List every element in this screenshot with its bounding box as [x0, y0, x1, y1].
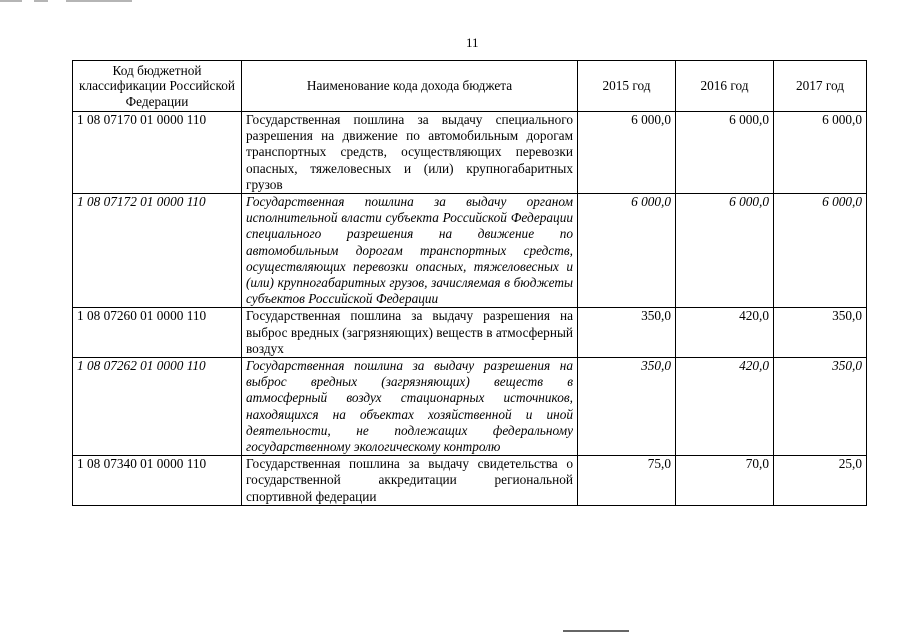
table-header-row [73, 61, 867, 112]
value-2015: 75,0 [578, 456, 676, 506]
budget-revenue-table [72, 60, 867, 506]
table-row [73, 308, 867, 358]
row-name: Государственная пошлина за выдачу специального разрешения на движение по автомобильным дорогам транспортных средств, осуществляющих перевозки опасных, тяжеловесных и (или) крупногабаритных грузов [242, 112, 578, 194]
value-2017: 350,0 [774, 308, 867, 358]
value-2017: 6 000,0 [774, 194, 867, 308]
value-2016: 420,0 [676, 308, 774, 358]
row-name: Государственная пошлина за выдачу разрешения на выброс вредных (загрязняющих) веществ в атмосферный воздух [242, 308, 578, 358]
table-row [73, 112, 867, 194]
top-edge-mark [34, 0, 48, 2]
value-2017: 6 000,0 [774, 112, 867, 194]
row-code: 1 08 07170 01 0000 110 [73, 112, 242, 194]
row-name: Государственная пошлина за выдачу свидетельства о государственной аккредитации региональной спортивной федерации [242, 456, 578, 506]
value-2016: 420,0 [676, 358, 774, 456]
row-code: 1 08 07172 01 0000 110 [73, 194, 242, 308]
table-row [73, 194, 867, 308]
header-2017: 2017 год [774, 61, 867, 112]
row-code: 1 08 07340 01 0000 110 [73, 456, 242, 506]
header-2016: 2016 год [676, 61, 774, 112]
page-number: 11 [466, 35, 479, 50]
row-code: 1 08 07260 01 0000 110 [73, 308, 242, 358]
row-code: 1 08 07262 01 0000 110 [73, 358, 242, 456]
table-row [73, 456, 867, 506]
row-name: Государственная пошлина за выдачу разрешения на выброс вредных (загрязняющих) веществ в атмосферный воздух стационарных источников, находящихся на объектах хозяйственной и иной деятельности, не подлежащих федеральному государственному экологическому контролю [242, 358, 578, 456]
value-2016: 6 000,0 [676, 194, 774, 308]
header-name: Наименование кода дохода бюджета [242, 61, 578, 112]
value-2017: 25,0 [774, 456, 867, 506]
row-name: Государственная пошлина за выдачу органом исполнительной власти субъекта Российской Федерации специального разрешения на движение по автомобильным дорогам транспортных средств, осуществляющих перевозки опасных, тяжеловесных и (или) крупногабаритных грузов, зачисляемая в бюджеты субъектов Российской Федерации [242, 194, 578, 308]
top-edge-mark [66, 0, 132, 2]
table-row [73, 358, 867, 456]
value-2017: 350,0 [774, 358, 867, 456]
header-2015: 2015 год [578, 61, 676, 112]
value-2015: 6 000,0 [578, 194, 676, 308]
header-code: Код бюджетной классификации Российской Федерации [73, 61, 242, 112]
value-2015: 6 000,0 [578, 112, 676, 194]
bottom-edge-mark [563, 630, 629, 632]
value-2015: 350,0 [578, 308, 676, 358]
value-2016: 70,0 [676, 456, 774, 506]
top-edge-mark [0, 0, 22, 2]
value-2015: 350,0 [578, 358, 676, 456]
value-2016: 6 000,0 [676, 112, 774, 194]
